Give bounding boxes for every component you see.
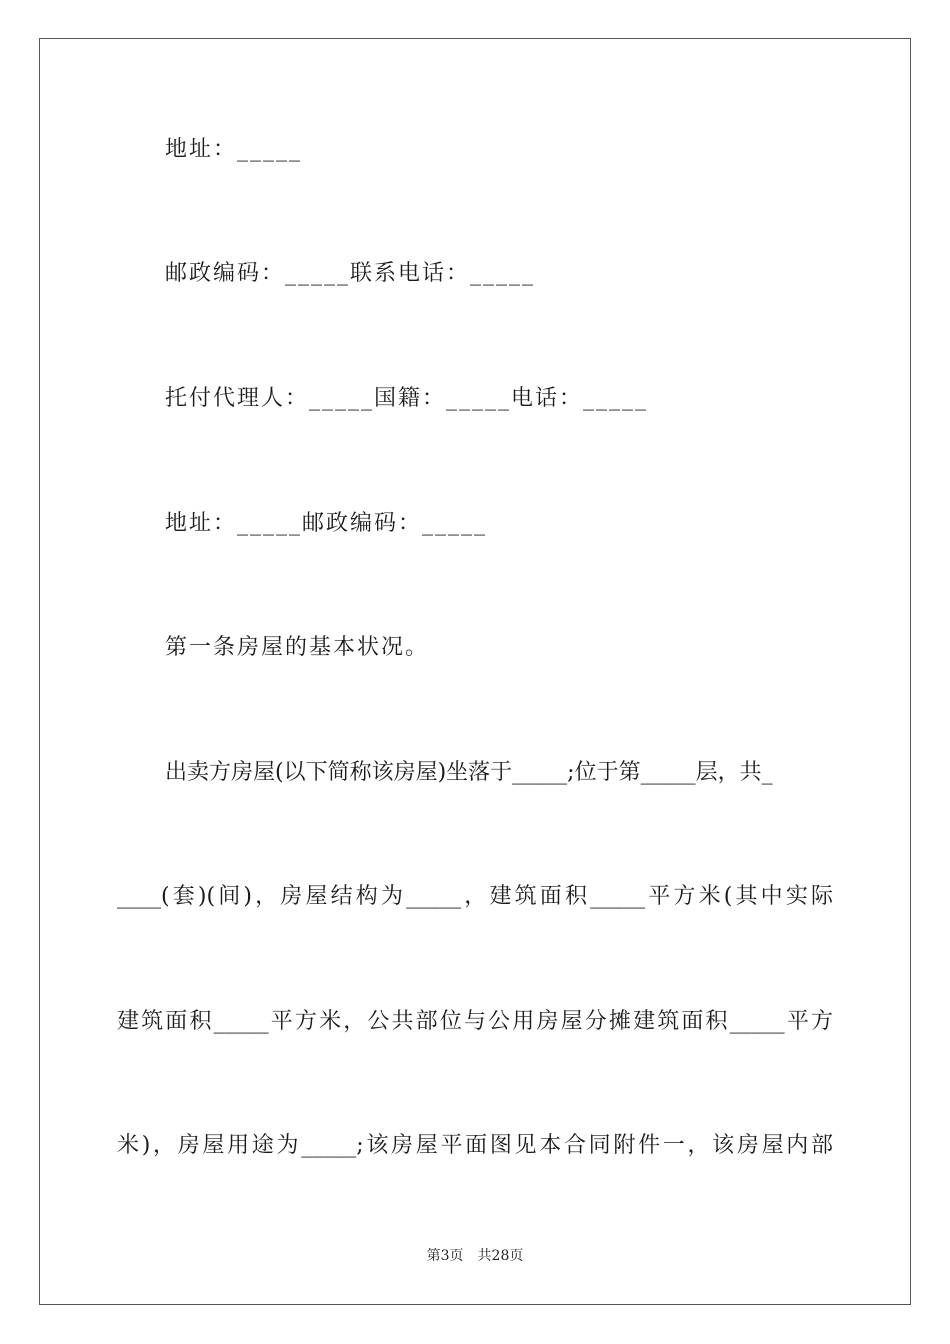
text-line-area: 建筑面积_____平方米，公共部位与公用房屋分摊建筑面积_____平方 <box>117 1009 833 1034</box>
text-line-article-one: 第一条房屋的基本状况。 <box>165 635 430 660</box>
text-line-usage: 米)，房屋用途为_____;该房屋平面图见本合同附件一，该房屋内部 <box>117 1133 833 1158</box>
text-line-structure: ____(套)(间)，房屋结构为_____，建筑面积_____平方米(其中实际 <box>117 884 833 909</box>
text-line-agent-address: 地址：_____邮政编码：_____ <box>165 511 488 536</box>
text-line-agent: 托付代理人：_____国籍：_____电话：_____ <box>165 386 649 411</box>
text-line-postcode-phone: 邮政编码：_____联系电话：_____ <box>165 261 536 286</box>
page-number-footer: 第3页 共28页 <box>426 1248 524 1264</box>
text-line-location: 出卖方房屋(以下简称该房屋)坐落于_____;位于第_____层，共_ <box>165 760 773 785</box>
text-line-address: 地址：_____ <box>165 137 303 162</box>
page-border <box>39 38 911 1305</box>
